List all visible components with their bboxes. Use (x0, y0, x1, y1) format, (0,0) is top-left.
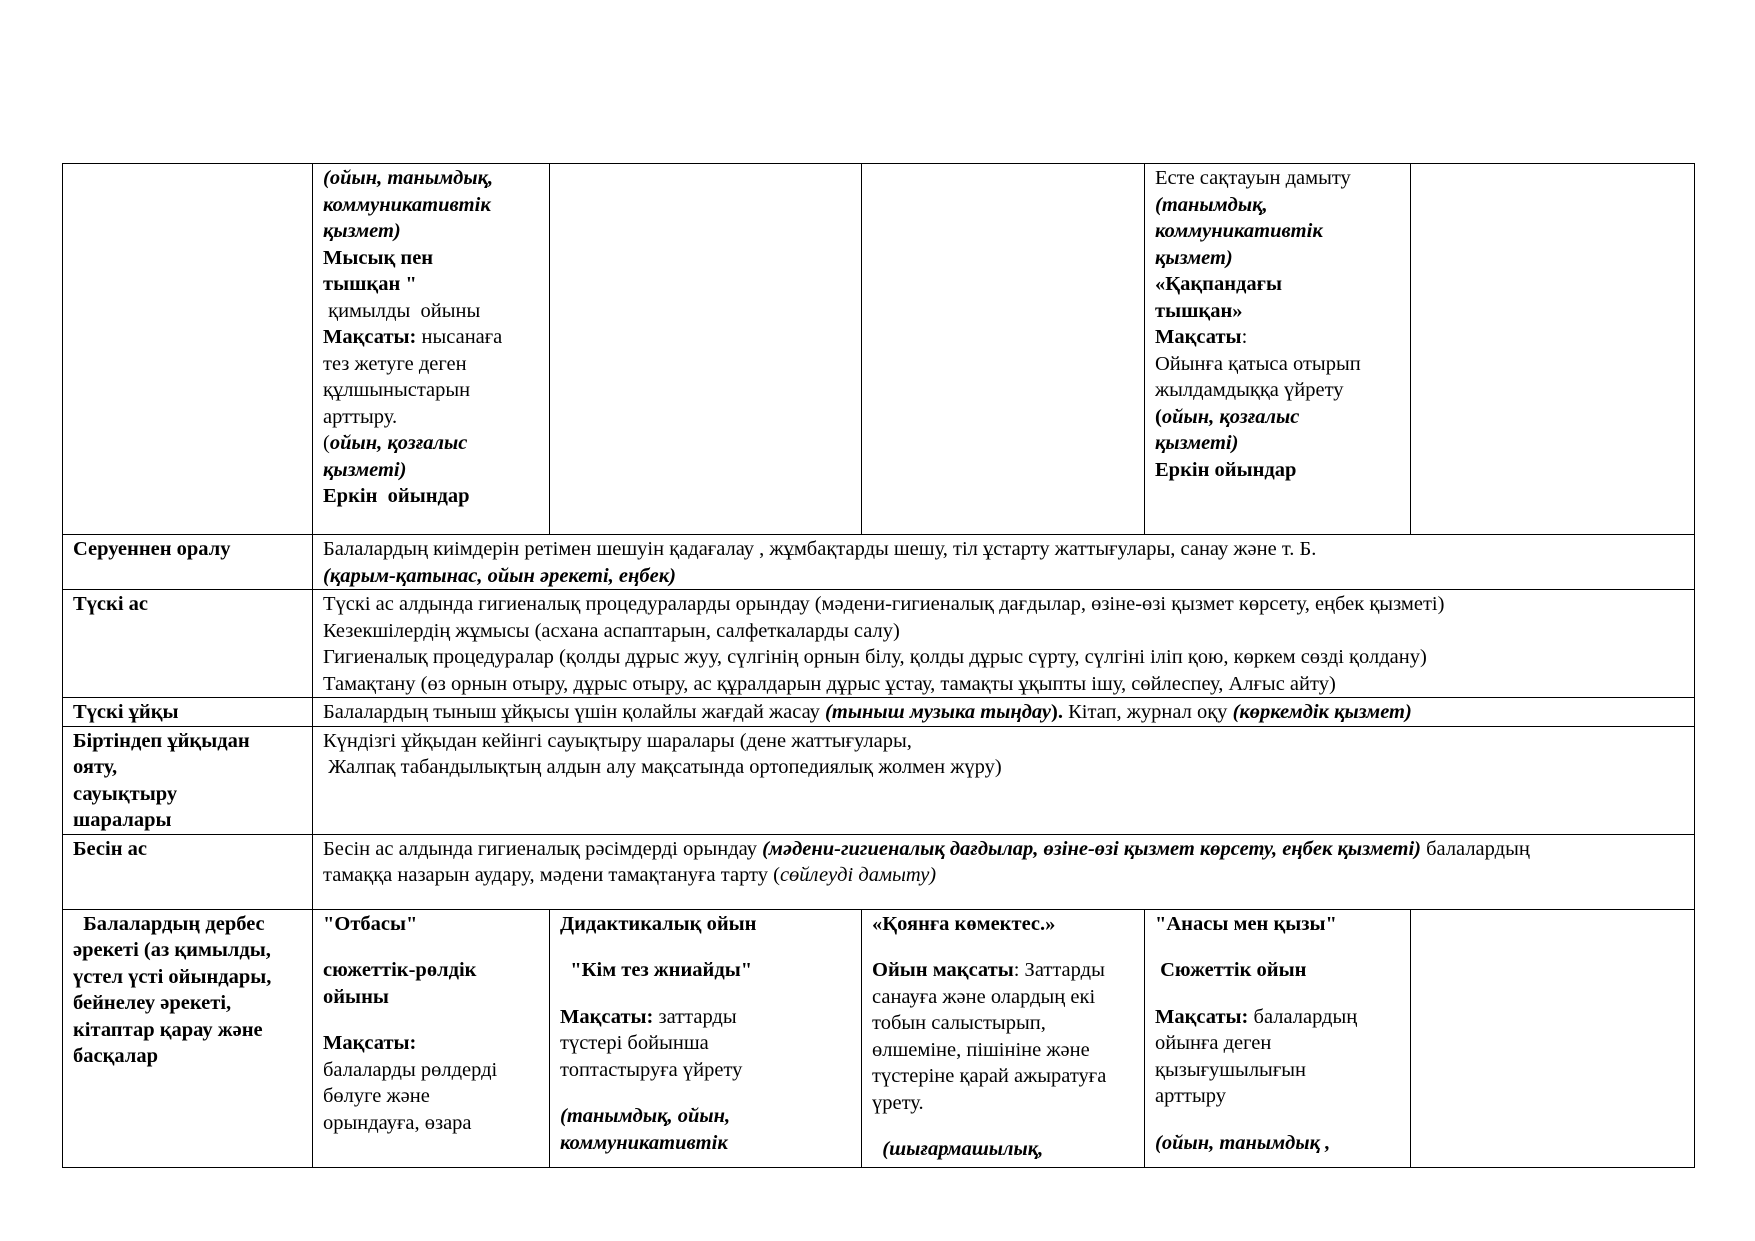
cell-activity-rabbit (862, 909, 1145, 1167)
goal-text: топтастыруға үйрету (560, 1058, 743, 1081)
table-row-wakeup (63, 726, 1695, 834)
goal-text: Ойынға қатыса отырып (1155, 352, 1361, 375)
game-title: "Кім тез жниайды" (560, 959, 753, 981)
activity-type: қызмет) (1155, 246, 1233, 269)
activity-type: (ойын, танымдық , (1155, 1131, 1331, 1154)
goal-text: үрету. (872, 1091, 924, 1114)
game-goal: Мақсаты: (1155, 326, 1248, 348)
cell-lunch-content: Түскі ас алдында гигиеналық процедураларды орындау (мәдени-гигиеналық дағдылар, өзіне-өзі қызмет көрсету, еңбек қызметі) Кезекшілердің жұмысы (асхана аспаптарын, салфеткаларды салу) Гигиеналық процедуралар (қолды дұрыс жуу, сүлгінің орнын білу, қолды дұрыс сүрту, сүлгіні іліп қою, көркем сөзді қолдану) Тамақтану (өз орнын отыру, дұрыс отыру, ас құралдарын дұрыс ұстау, тамақты ұқыпты ішу, сөйлеспеу, Алғыс айту) (313, 590, 1695, 698)
goal-text: балаларды рөлдерді (323, 1058, 498, 1081)
game-title: тышқан " (323, 273, 417, 295)
row-label-return: Серуеннен оралу (63, 535, 313, 590)
activity-type: қызметі) (323, 458, 407, 481)
game-type: Сюжеттік ойын (1155, 959, 1307, 981)
goal-text: тобын салыстырып, (872, 1012, 1046, 1034)
schedule-table (62, 163, 1695, 1168)
free-games: Еркін ойындар (323, 485, 470, 507)
table-row-lunch (63, 590, 1695, 698)
goal-text: санауға және олардың екі (872, 985, 1096, 1008)
cell-snack-content: Бесін ас алдында гигиеналық рәсімдерді орындау (мәдени-гигиеналық дағдылар, өзіне-өзі қызмет көрсету, еңбек қызметі) балалардың тамаққа назарын аудару, мәдени тамақтануға тарту (сөйлеуді дамыту) (313, 834, 1695, 909)
activity-type: (шығармашылық, (872, 1138, 1044, 1160)
goal-text: жылдамдыққа үйрету (1155, 379, 1344, 401)
table-row-nap (63, 698, 1695, 727)
row-label-independent: Балалардың дербес әрекеті (аз қимылды, үстел үсті ойындары, бейнелеу әрекеті, кітаптар қарау және басқалар (63, 909, 313, 1167)
activity-type: (танымдық, ойын, (560, 1105, 731, 1127)
table-row-return (63, 535, 1695, 590)
game-title: «Қоянға көмектес.» (872, 912, 1056, 935)
goal-text: тез жетуге деген (323, 352, 467, 375)
goal-label: Мақсаты (1155, 326, 1242, 348)
goal-text: нысанаға (416, 326, 503, 348)
table-row-games-continued (63, 164, 1695, 535)
goal-text: арттыру. (323, 405, 398, 428)
goal-text: орындауға, өзара (323, 1111, 472, 1134)
goal-text: Есте сақтауын дамыту (1155, 167, 1351, 189)
game-title: "Анасы мен қызы" (1155, 912, 1337, 935)
cell-walk-games-col2 (313, 164, 550, 535)
activity-type: коммуникативтік (560, 1131, 728, 1154)
game-goal (323, 324, 539, 351)
game-title: Мысық пен (323, 246, 434, 269)
goal-text: арттыру (1155, 1085, 1226, 1107)
activity-type: (ойын, қозғалыс (323, 432, 468, 454)
activity-type: (ойын, танымдық, (323, 167, 494, 189)
row-label-snack: Бесін ас (63, 834, 313, 909)
free-games: Еркін ойындар (1155, 458, 1297, 481)
table-row-snack (63, 834, 1695, 909)
game-goal: Мақсаты: балалардың (1155, 1005, 1358, 1028)
activity-type: қызметі) (1155, 432, 1239, 454)
goal-text: ойынға деген (1155, 1032, 1272, 1054)
cell-empty (550, 164, 862, 535)
row-label-nap: Түскі ұйқы (63, 698, 313, 727)
activity-type: (ойын, қозғалыс (1155, 405, 1300, 428)
cell-wakeup-content: Күндізгі ұйқыдан кейінгі сауықтыру шаралары (дене жаттығулары, Жалпақ табандылықтың алдын алу мақсатында ортопедиялық жолмен жүру) (313, 726, 1695, 834)
game-type: Дидактикалық ойын (560, 912, 757, 935)
cell-nap-content: Балалардың тыныш ұйқысы үшін қолайлы жағдай жасау (тыныш музыка тыңдау). Кітап, журнал оқу (көркемдік қызмет) (313, 698, 1695, 727)
goal-label: Мақсаты: (323, 326, 417, 348)
cell-empty (1411, 164, 1695, 535)
row-label-empty (63, 164, 313, 535)
activity-type: коммуникативтік (1155, 220, 1323, 242)
goal-text: құлшыныстарын (323, 379, 471, 401)
cell-empty (1411, 909, 1695, 1167)
game-title: «Қақпандағы (1155, 273, 1282, 295)
goal-text: түстеріне қарай ажыратуға (872, 1065, 1107, 1087)
game-type: сюжеттік-рөлдік (323, 959, 477, 981)
cell-activity-family (313, 909, 550, 1167)
game-goal: Ойын мақсаты: Заттарды (872, 959, 1105, 981)
game-goal: Мақсаты: заттарды (560, 1005, 737, 1028)
row-label-wakeup: Біртіндеп ұйқыдан ояту, сауықтыру шаралары (63, 726, 313, 834)
cell-return-content: Балалардың киімдерін ретімен шешуін қадағалау , жұмбақтарды шешу, тіл ұстарту жаттығулары, санау және т. Б. (қарым-қатынас, ойын әрекеті, еңбек) (313, 535, 1695, 590)
row-label-lunch: Түскі ас (63, 590, 313, 698)
game-title: "Отбасы" (323, 912, 418, 935)
activity-type: коммуникативтік (323, 193, 491, 216)
cell-activity-didactic (550, 909, 862, 1167)
activity-type: (танымдық, (1155, 193, 1268, 216)
goal-text: қызығушылығын (1155, 1058, 1306, 1081)
activity-type: қызмет) (323, 220, 401, 242)
goal-text: бөлуге және (323, 1085, 430, 1107)
goal-label: Мақсаты: (323, 1032, 417, 1054)
game-type: ойыны (323, 985, 389, 1008)
game-title: тышқан» (1155, 299, 1243, 322)
goal-text: өлшеміне, пішініне және (872, 1038, 1090, 1061)
cell-walk-games-col5 (1145, 164, 1411, 535)
game-type: қимылды ойыны (323, 299, 481, 322)
goal-text: түстері бойынша (560, 1032, 709, 1054)
cell-empty (862, 164, 1145, 535)
cell-activity-mother-daughter (1145, 909, 1411, 1167)
table-row-independent (63, 909, 1695, 1167)
